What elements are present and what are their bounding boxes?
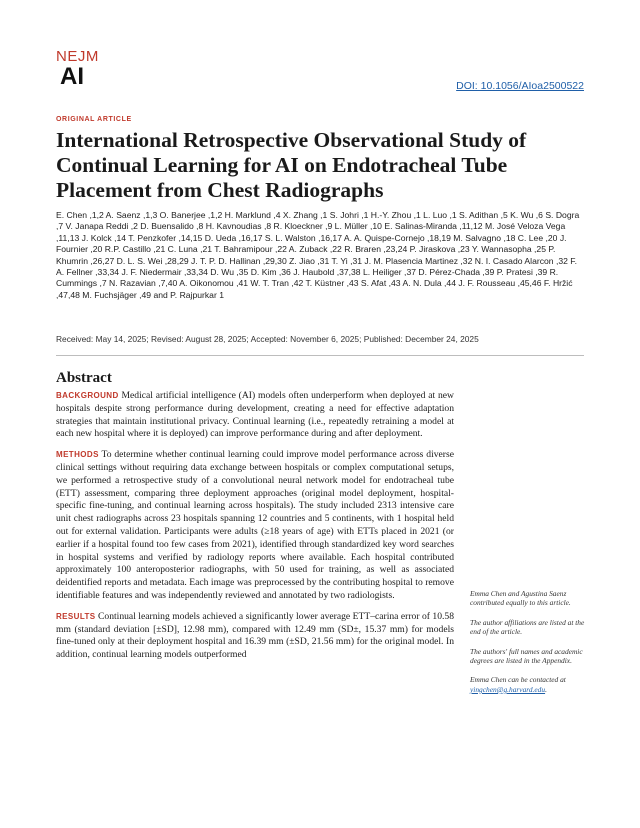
contact-prefix: Emma Chen can be contacted at bbox=[470, 675, 566, 685]
results-paragraph bbox=[56, 611, 454, 662]
publication-dates: Received: May 14, 2025; Revised: August 28, 2025; Accepted: November 6, 2025; Published: December 24, 2025 bbox=[56, 334, 479, 344]
affiliations-note: The author affiliations are listed at the end of the article. bbox=[470, 617, 585, 637]
methods-label: METHODS bbox=[56, 450, 99, 460]
results-text: Continual learning models achieved a significantly lower average ETT–carina error of 10.58 mm (standard deviation [±SD], 12.98 mm), compared with 12.49 mm (SD±, 15.37 mm) for models fine-tuned only at their deployment hospital and 16.39 mm (±SD, 21.56 mm) for the original model. In addition, continual learning models outperformed bbox=[56, 610, 454, 661]
contact-suffix: . bbox=[545, 684, 547, 694]
sidenotes bbox=[470, 589, 594, 704]
methods-paragraph bbox=[56, 449, 454, 603]
methods-text: To determine whether continual learning could improve model performance across diverse clinical settings without requiring data exchange between hospitals or complex computational setups, we performed a retrospective study of a convolutional neural network model for endotracheal tube (ETT) assessment, comparing three deployment approaches (original model deployment, hospital-specific fine-tuning, and continual learning across hospitals). The study included 2313 intensive care unit chest radiographs across 23 hospitals spanning 12 countries and 5 continents, with 1 hospital held out for external validation. Participants were adults (≥18 years of age) with ETTs placed in 2021 (or earlier if a hospital found too few cases from 2021), identified through standardized key word searches in hospital systems and verified by radiology reports where available. Each hospital contributed approximately 100 anteroposterior radiographs, with 50 used for training, as well as associated deidentified reports and metadata. Each image was preprocessed by the contributing hospital to remove identifiable features and was independently reviewed and annotated by two radiologists. bbox=[56, 449, 454, 601]
degrees-note: The authors' full names and academic degrees are listed in the Appendix. bbox=[470, 646, 583, 666]
article-type: ORIGINAL ARTICLE bbox=[56, 116, 132, 123]
contact-email-link[interactable]: yingchen@g.harvard.edu bbox=[470, 684, 546, 694]
contact-note bbox=[470, 675, 594, 694]
author-list: E. Chen ,1,2 A. Saenz ,1,3 O. Banerjee ,1,2 H. Marklund ,4 X. Zhang ,1 S. Johri ,1 H.-Y. Zhou ,1 L. Luo ,1 S. Adithan ,5 K. Wu ,6 S. Dogra ,7 V. Janapa Reddi ,2 D. Buensalido ,8 H. Kavnoudias ,8 R. Kloeckner ,9 L. Müller ,10 E. Salinas-Miranda ,11,12 M. José Veloza Vega ,11,13 J. Kolck ,14 T. Penzkofer ,14,15 D. Ueda ,16,17 S. L. Walston ,16,17 A. A. Quispe-Cornejo ,18,19 M. Salvagno ,18 C. Lee ,20 J. Fournier ,20 R.P. Castillo ,21 C. Luna ,21 T. Bahramipour ,22 A. Zuback ,22 R. Braren ,23,24 P. Jiraskova ,23 Y. Wannasopha ,25 P. Khumrin ,26,27 D. L. S. Wei ,28,29 J. T. P. D. Hallinan ,29,30 Z. Jiao ,31 T. Yi ,31 J. M. Plasencia Martinez ,32 N. I. Casado Alarcon ,32 F. A. Fellner ,33,34 J. F. Niedermair ,33,34 D. Wu ,35 D. Kim ,36 J. Haubold ,37,38 L. Heiliger ,37 D. Pérez-Chada ,39 P. Pratesi ,39 R. Cummings ,7 N. Razavian ,7,40 A. Oikonomou ,41 W. T. Tran ,42 T. Küstner ,43 S. Afat ,43 A. N. Dula ,44 J. F. Rousseau ,45,46 F. Hržić ,47,48 M. Fuchsjäger ,49 and P. Rajpurkar 1 bbox=[56, 210, 580, 300]
abstract-heading: Abstract bbox=[56, 370, 112, 386]
logo-ai: AI bbox=[60, 63, 84, 90]
equal-contribution-note: Emma Chen and Agustina Saenz contributed equally to this article. bbox=[470, 589, 571, 608]
logo-nejm: NEJM bbox=[56, 48, 99, 65]
background-paragraph bbox=[56, 390, 454, 441]
journal-logo bbox=[56, 48, 116, 92]
background-label: BACKGROUND bbox=[56, 391, 119, 400]
background-text: Medical artificial intelligence (AI) models often underperform when deployed at new hospitals despite strong performance during development, creating a need for effective adaptation strategies that maintain institutional privacy. Continual learning (i.e., repeatedly retraining a model at each new hospital where it is deployed) can improve performance during and after deployment. bbox=[56, 390, 454, 440]
article-title: International Retrospective Observational Study of Continual Learning for AI on Endotracheal Tube Placement from Chest Radiographs bbox=[56, 128, 527, 202]
results-label: RESULTS bbox=[56, 611, 96, 621]
divider bbox=[56, 355, 584, 356]
abstract-body bbox=[56, 390, 454, 670]
doi-link[interactable]: DOI: 10.1056/AIoa2500522 bbox=[456, 80, 584, 92]
